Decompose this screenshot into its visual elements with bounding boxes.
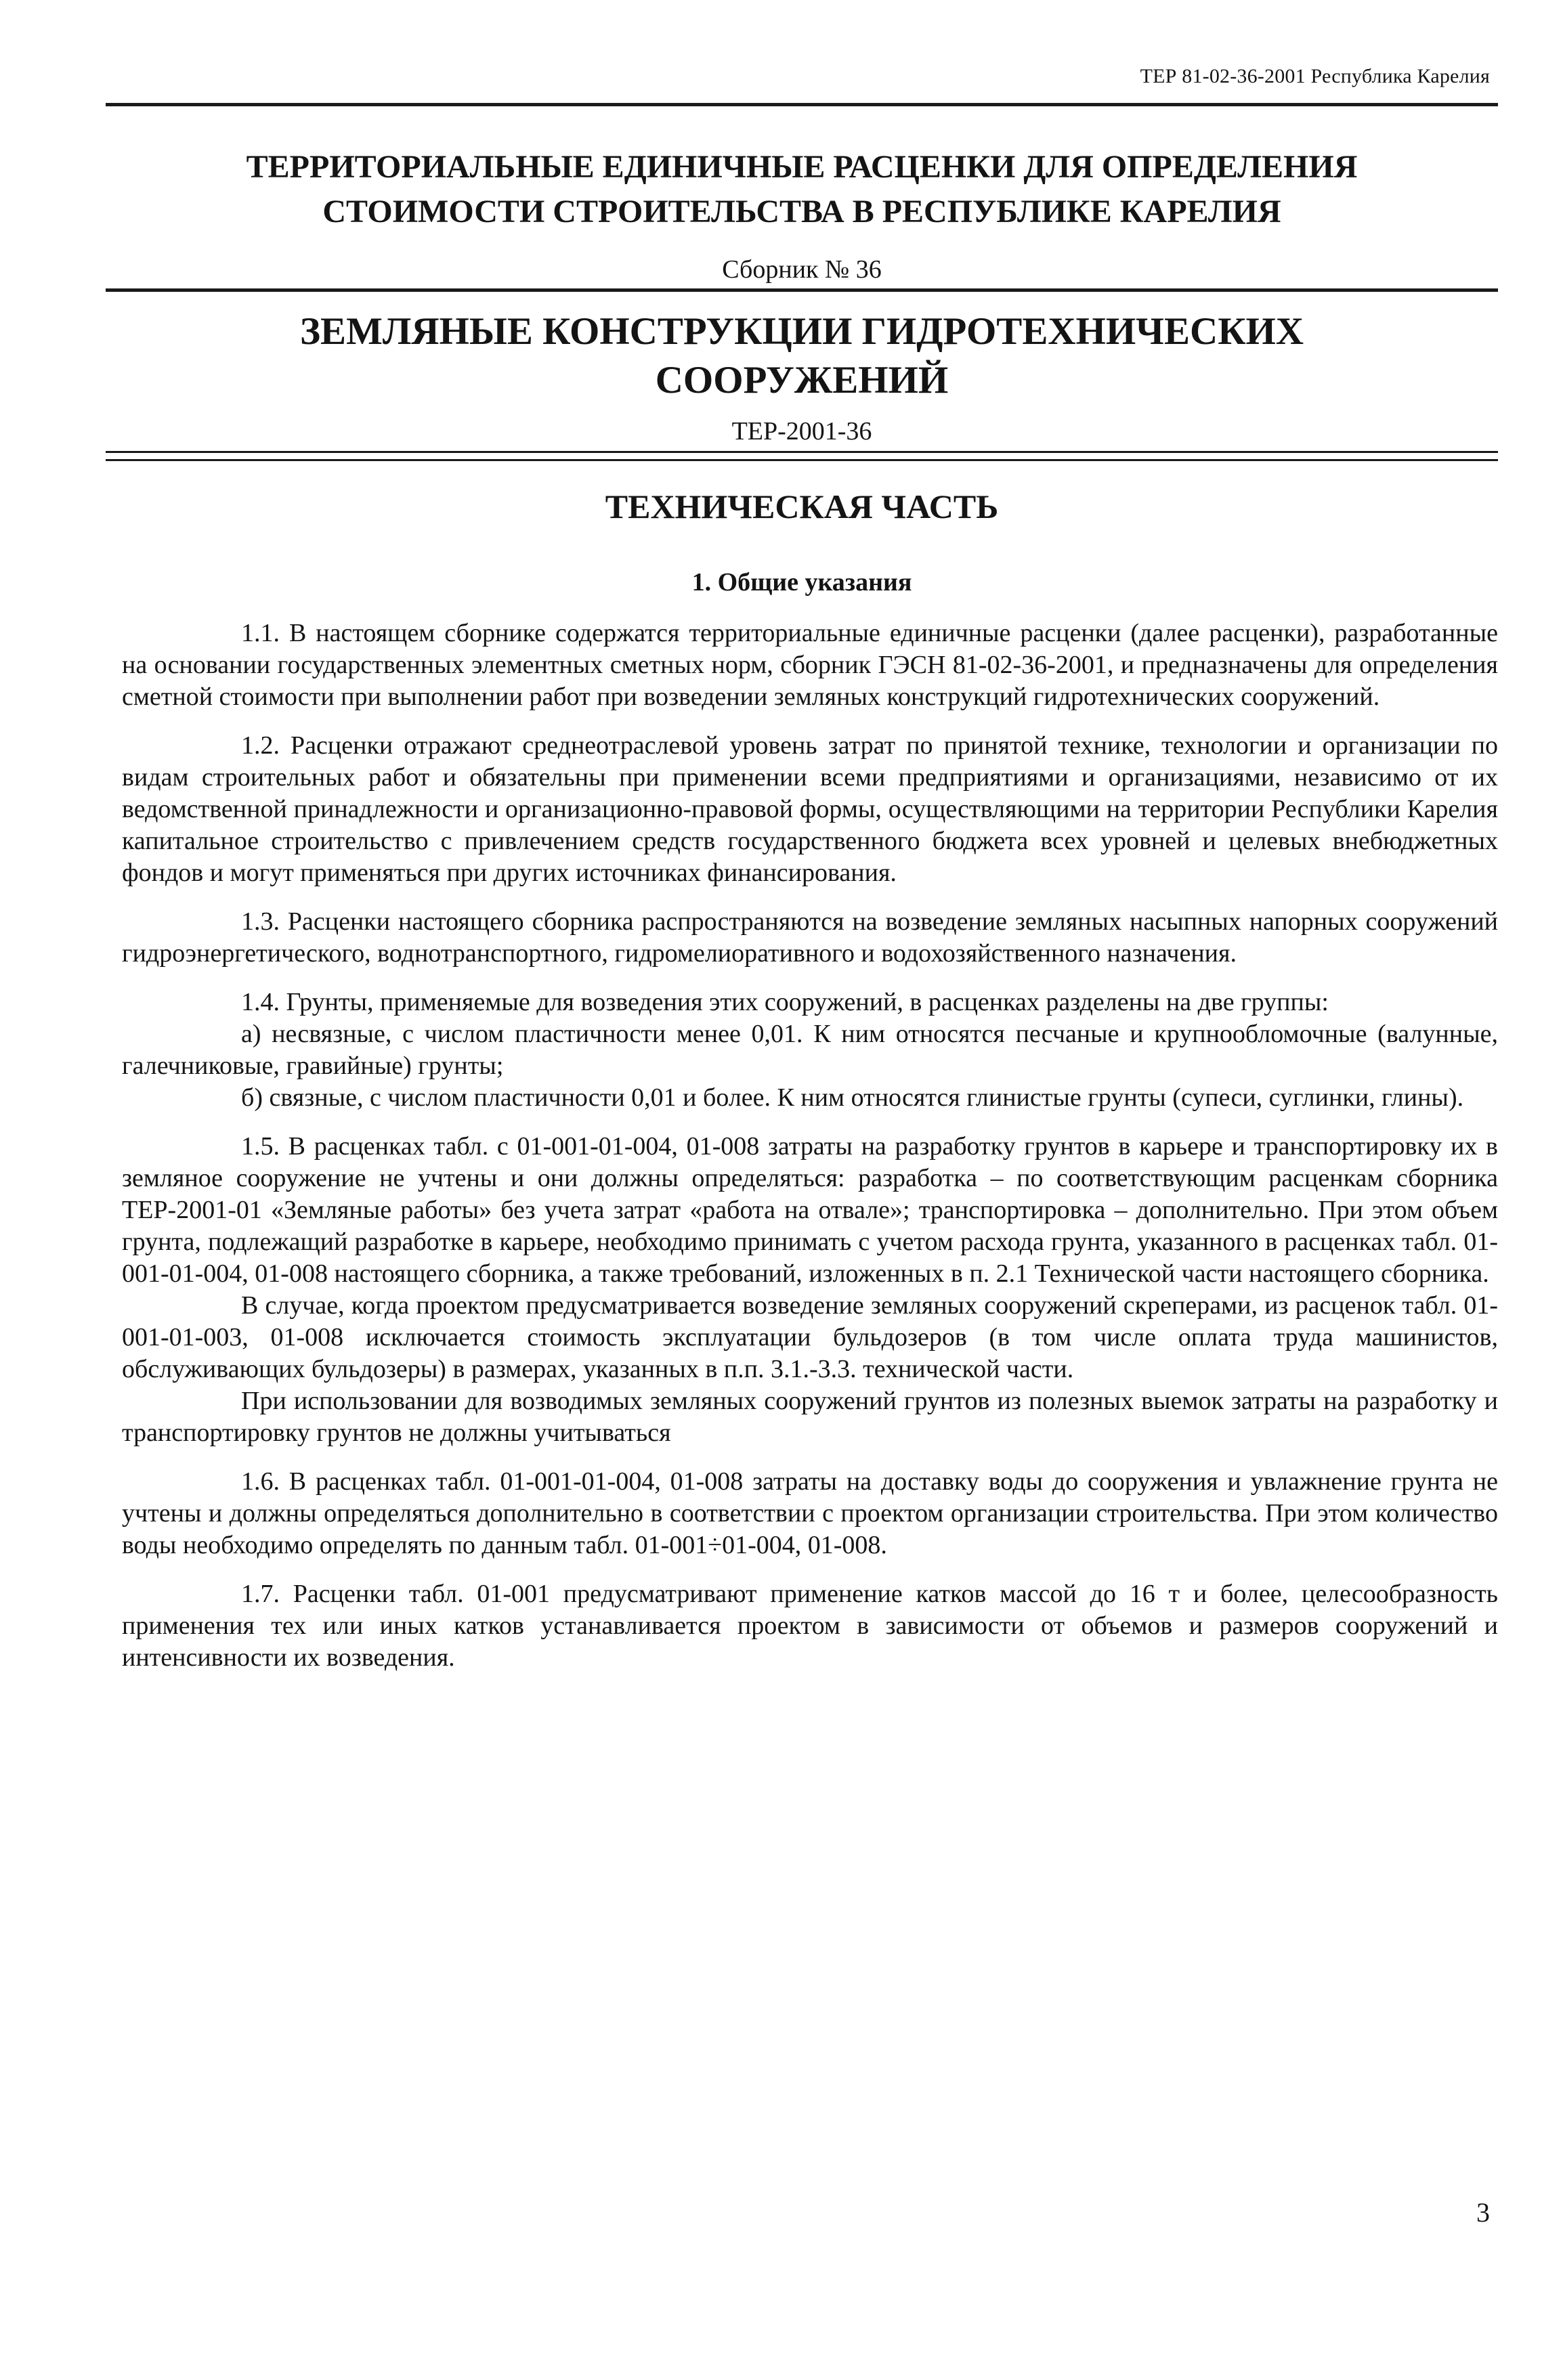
paragraph-1-2: 1.2. Расценки отражают среднеотраслевой уровень затрат по принятой технике, технологии и организации по видам строительных работ и обязательны при применении всеми предприятиями и организациями, независимо от их ведомственной принадлежности и организационно-правовой формы, осуществляющими на территории Республики Карелия капитальное строительство с привлечением средств государственного бюджета всех уровней и целевых внебюджетных фондов и могут применяться при других источниках финансирования. xyxy=(122,731,1498,887)
double-rule-bottom xyxy=(106,459,1498,461)
section-title: ТЕХНИЧЕСКАЯ ЧАСТЬ xyxy=(605,488,999,525)
paragraph-1-5-useful-excavations: При использовании для возводимых земляных сооружений грунтов из полезных выемок затраты на разработку и транспортировку грунтов не должны учитываться xyxy=(122,1387,1498,1447)
paragraph-1-4-a: а) несвязные, с числом пластичности менее 0,01. К ним относятся песчаные и крупнообломочные (валунные, галечниковые, гравийные) грунты; xyxy=(122,1020,1498,1080)
paragraph-1-5-scrapers: В случае, когда проектом предусматривается возведение земляных сооружений скреперами, из расценок табл. 01-001-01-003, 01-008 исключается стоимость эксплуатации бульдозеров (в том числе оплата труда машинистов, обслуживающих бульдозеры) в размерах, указанных в п.п. 3.1.-3.3. технической части. xyxy=(122,1291,1498,1383)
paragraph-1-6: 1.6. В расценках табл. 01-001-01-004, 01-008 затраты на доставку воды до сооружения и увлажнение грунта не учтены и должны определяться дополнительно в соответствии с проектом организации строительства. При этом количество воды необходимо определять по данным табл. 01-001÷01-004, 01-008. xyxy=(122,1467,1498,1559)
collection-title-line-1: ЗЕМЛЯНЫЕ КОНСТРУКЦИИ ГИДРОТЕХНИЧЕСКИХ xyxy=(299,310,1304,353)
document-title-line-2: СТОИМОСТИ СТРОИТЕЛЬСТВА В РЕСПУБЛИКЕ КАРЕЛИЯ xyxy=(322,194,1281,230)
header-reference: ТЕР 81-02-36-2001 Республика Карелия xyxy=(1140,65,1490,87)
document-title-line-1: ТЕРРИТОРИАЛЬНЫЕ ЕДИНИЧНЫЕ РАСЦЕНКИ ДЛЯ ОПРЕДЕЛЕНИЯ xyxy=(246,149,1358,185)
collection-code: ТЕР-2001-36 xyxy=(731,417,872,446)
collection-title xyxy=(106,307,1498,405)
page-number: 3 xyxy=(1476,2197,1490,2228)
paragraph-1-4: 1.4. Грунты, применяемые для возведения этих сооружений, в расценках разделены на две группы: xyxy=(241,988,1329,1016)
paragraph-1-5: 1.5. В расценках табл. с 01-001-01-004, 01-008 затраты на разработку грунтов в карьере и транспортировку их в земляное сооружение не учтены и они должны определяться: разработка – по соответствующим расценкам сборника ТЕР-2001-01 «Земляные работы» без учета затрат «работа на отвале»; транспортировка – дополнительно. При этом объем грунта, подлежащий разработке в карьере, необходимо принимать с учетом расхода грунта, указанного в расценках табл. 01-001-01-004, 01-008 настоящего сборника, а также требований, изложенных в п. 2.1 Технической части настоящего сборника. xyxy=(122,1132,1498,1288)
document-title xyxy=(106,145,1498,234)
section-subtitle: 1. Общие указания xyxy=(691,568,912,597)
collection-number: Сборник № 36 xyxy=(722,255,882,284)
paragraph-1-7: 1.7. Расценки табл. 01-001 предусматривают применение катков массой до 16 т и более, целесообразность применения тех или иных катков устанавливается проектом в зависимости от объемов и размеров сооружений и интенсивности их возведения. xyxy=(122,1580,1498,1672)
header-rule xyxy=(106,103,1498,106)
paragraph-1-1: 1.1. В настоящем сборнике содержатся территориальные единичные расценки (далее расценки), разработанные на основании государственных элементных сметных норм, сборник ГЭСН 81-02-36-2001, и предназначены для определения сметной стоимости при выполнении работ при возведении земляных конструкций гидротехнических сооружений. xyxy=(122,619,1498,711)
collection-title-line-2: СООРУЖЕНИЙ xyxy=(655,359,949,402)
paragraph-1-3: 1.3. Расценки настоящего сборника распространяются на возведение земляных насыпных напорных сооружений гидроэнергетического, воднотранспортного, гидромелиоративного и водохозяйственного назначения. xyxy=(122,907,1498,968)
paragraph-1-4-b: б) связные, с числом пластичности 0,01 и более. К ним относятся глинистые грунты (супеси, суглинки, глины). xyxy=(241,1083,1464,1112)
body-text xyxy=(122,618,1498,1691)
title-rule xyxy=(106,288,1498,292)
double-rule-top xyxy=(106,451,1498,453)
